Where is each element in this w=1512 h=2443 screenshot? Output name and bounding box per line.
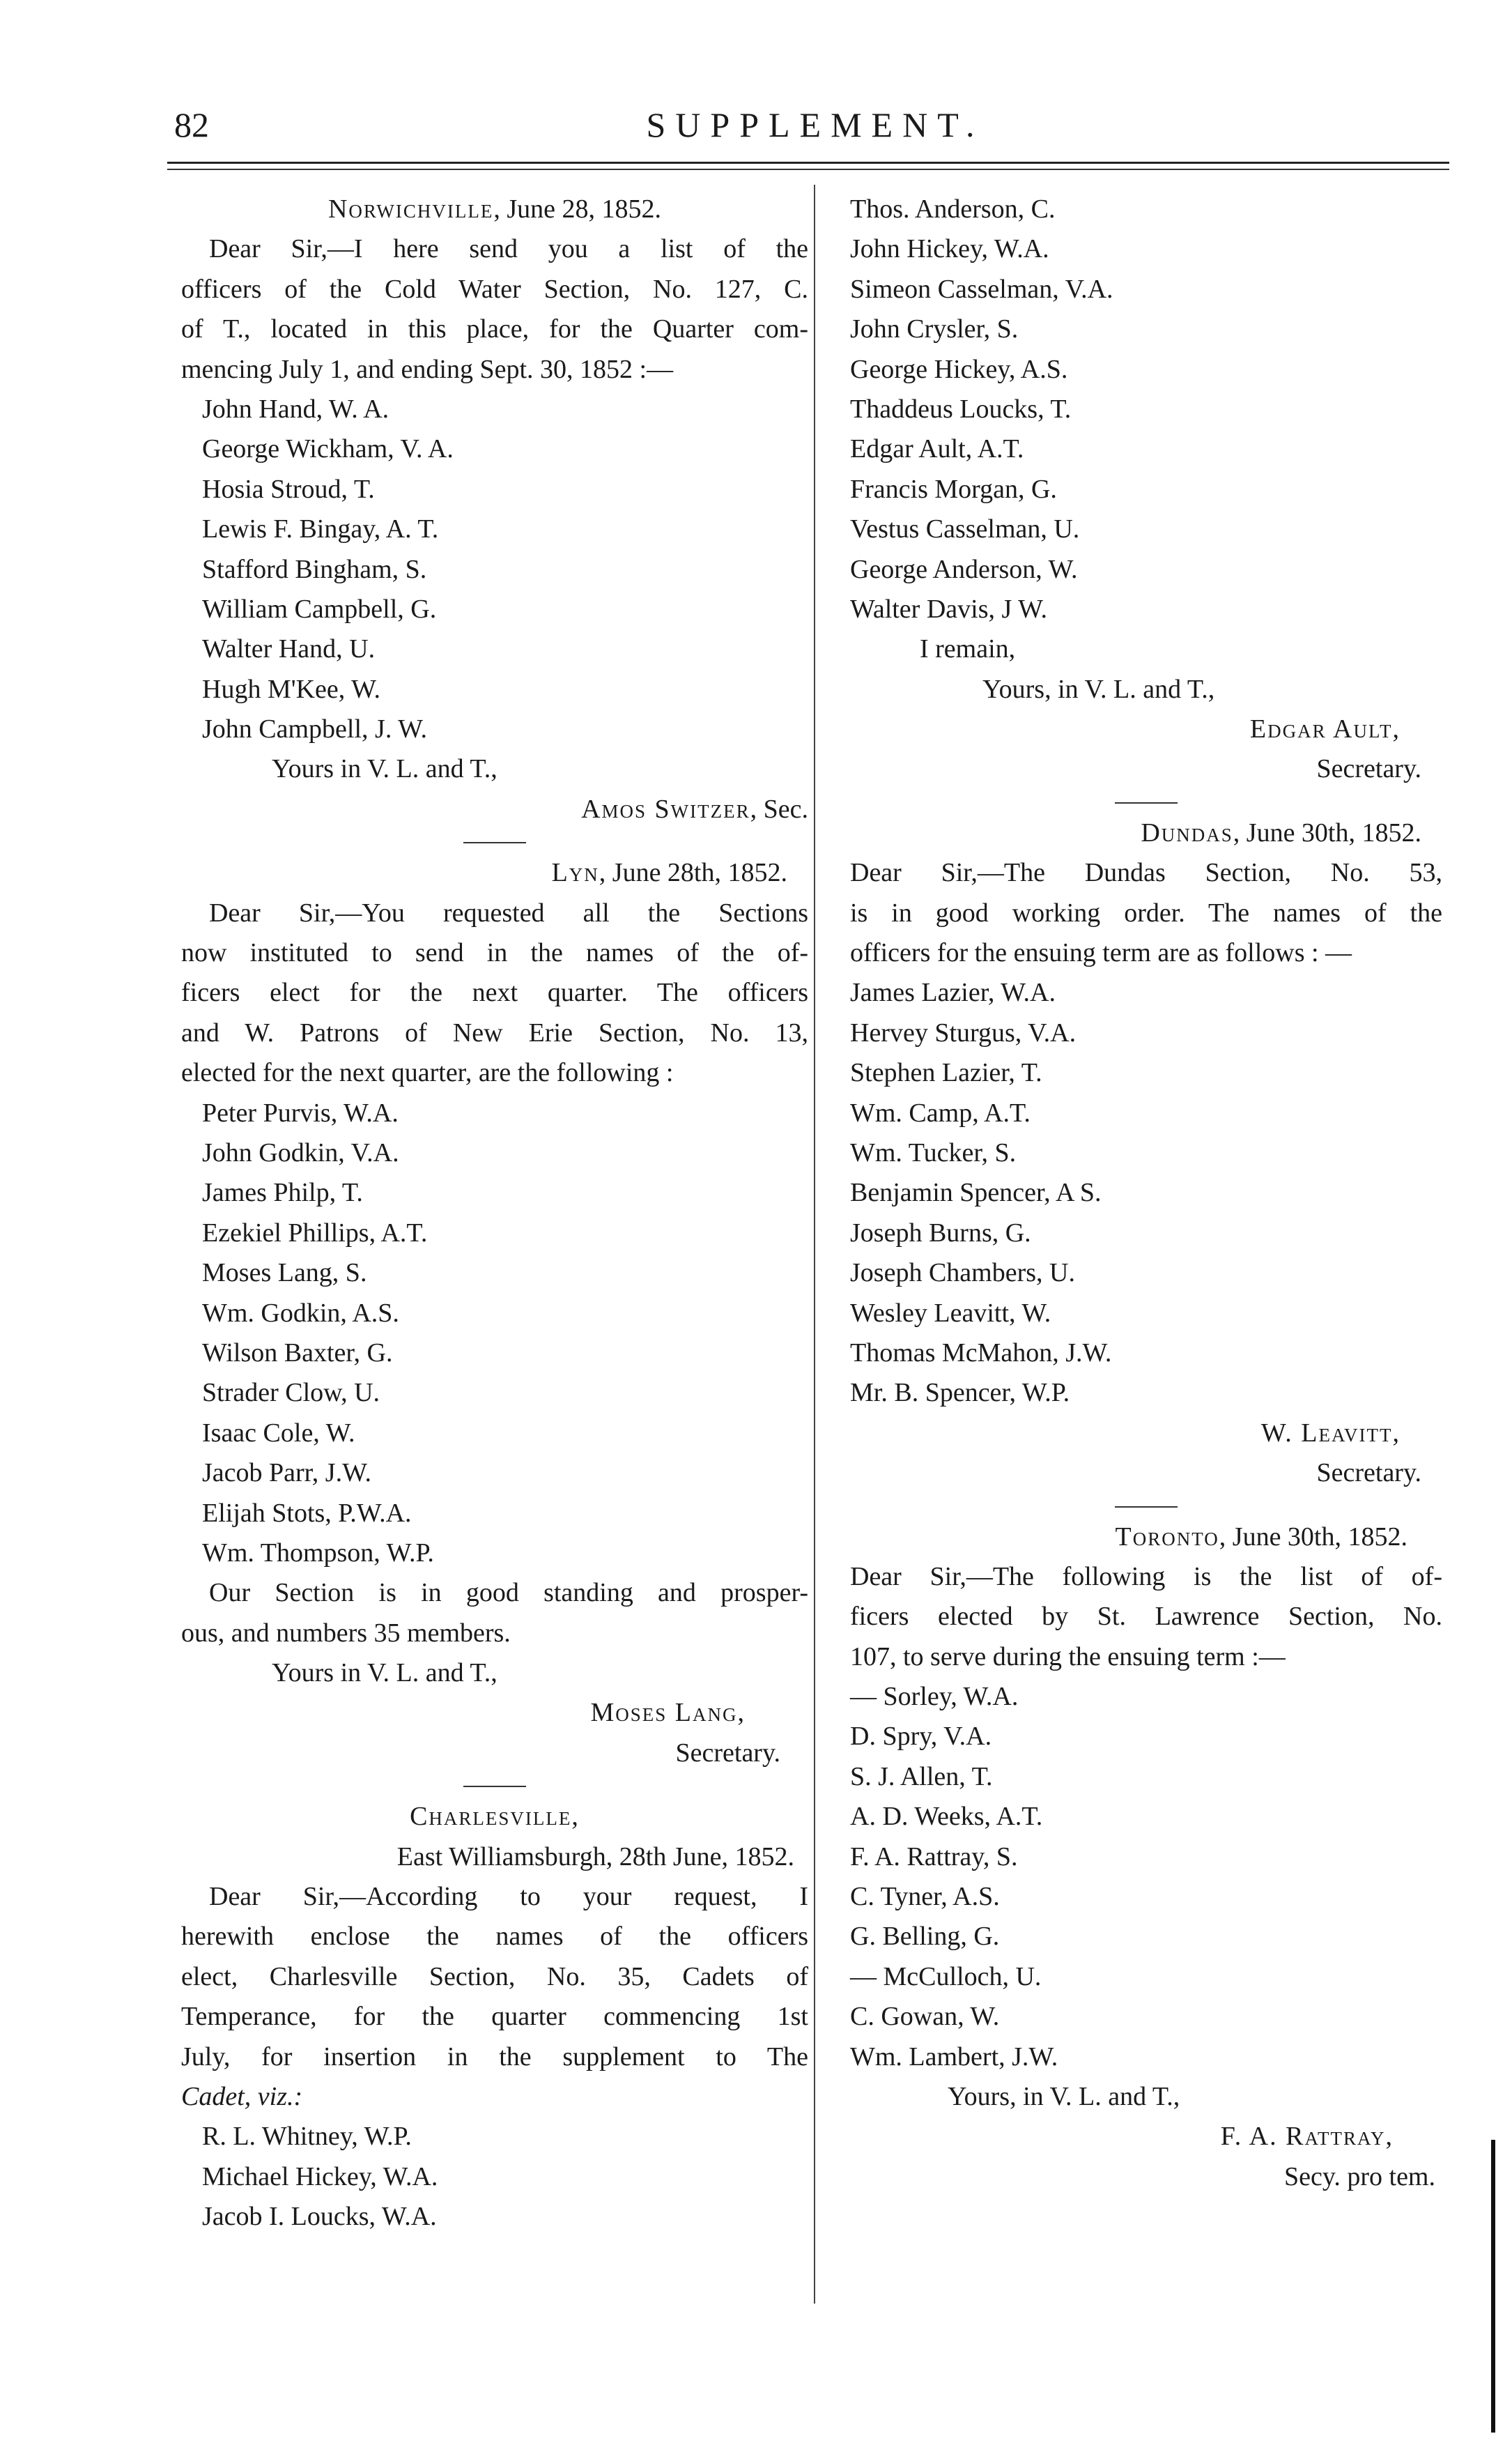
- officer-name: Edgar Ault, A.T.: [850, 434, 1024, 464]
- letter-closing: Yours in V. L. and T.,: [272, 754, 497, 784]
- letter-closing: I remain,: [920, 634, 1016, 664]
- letter-closing: Yours in V. L. and T.,: [272, 1658, 497, 1688]
- officer-name: Wesley Leavitt, W.: [850, 1298, 1051, 1328]
- officer-name: Stafford Bingham, S.: [202, 554, 427, 584]
- officer-name: C. Gowan, W.: [850, 2002, 1000, 2032]
- letter-body-line: Dear Sir,—The following is the list of of-: [850, 1561, 1442, 1591]
- letter-signature-title: Secy. pro tem.: [1283, 2161, 1435, 2191]
- officer-name: Ezekiel Phillips, A.T.: [202, 1218, 428, 1248]
- letter-body-line: officers of the Cold Water Section, No. 127, C.: [181, 274, 808, 304]
- letter-body-line: now instituted to send in the names of the of-: [181, 938, 808, 968]
- letter-signature: F. A. Rattray,: [1220, 2122, 1394, 2152]
- dateline-east-williamsburgh: East Williamsburgh, 28th June, 1852.: [396, 1841, 794, 1871]
- officer-name: William Campbell, G.: [202, 594, 437, 624]
- header-rule: [167, 162, 1449, 164]
- letter-body-line: mencing July 1, and ending Sept. 30, 1852 :—: [181, 354, 674, 384]
- dateline-dundas: Dundas, June 30th, 1852.: [1141, 818, 1421, 848]
- officer-name: Wm. Godkin, A.S.: [202, 1298, 399, 1328]
- officer-name: Jacob Parr, J.W.: [202, 1458, 371, 1488]
- letter-body-line: 107, to serve during the ensuing term :—: [850, 1641, 1286, 1671]
- right-column: [850, 190, 1442, 2197]
- officer-name: Joseph Burns, G.: [850, 1218, 1031, 1248]
- letter-body-line: Dear Sir,—I here send you a list of the: [209, 234, 808, 264]
- officer-name: Wm. Thompson, W.P.: [202, 1538, 434, 1568]
- officer-name: Thaddeus Loucks, T.: [850, 394, 1072, 424]
- dateline-lyn: Lyn, June 28th, 1852.: [551, 858, 787, 888]
- letter-body-line: ficers elect for the next quarter. The officers: [181, 978, 808, 1008]
- section-divider: [1115, 802, 1178, 804]
- officer-name: R. L. Whitney, W.P.: [202, 2122, 412, 2152]
- letter-body-line: elected for the next quarter, are the following :: [181, 1058, 674, 1088]
- letter-body-line: Our Section is in good standing and prosper-: [209, 1578, 808, 1608]
- letter-body-line: herewith enclose the names of the officers: [181, 1922, 808, 1952]
- letter-body-line: Cadet, viz.:: [181, 2081, 303, 2111]
- letter-body-line: and W. Patrons of New Erie Section, No. 13,: [181, 1018, 808, 1048]
- section-divider: [1115, 1506, 1178, 1508]
- officer-name: James Philp, T.: [202, 1178, 363, 1208]
- officer-name: George Wickham, V. A.: [202, 434, 454, 464]
- officer-name: Thomas McMahon, J.W.: [850, 1338, 1112, 1368]
- officer-name: Hosia Stroud, T.: [202, 474, 375, 504]
- letter-body-line: is in good working order. The names of the: [850, 898, 1442, 928]
- officer-name: Stephen Lazier, T.: [850, 1058, 1042, 1088]
- letter-body-line: elect, Charlesville Section, No. 35, Cadets of: [181, 1961, 808, 1991]
- officer-name: Francis Morgan, G.: [850, 474, 1057, 504]
- officer-name: Elijah Stots, P.W.A.: [202, 1498, 412, 1528]
- officer-name: G. Belling, G.: [850, 1922, 1000, 1952]
- letter-closing: Yours, in V. L. and T.,: [948, 2081, 1180, 2111]
- officer-name: John Crysler, S.: [850, 314, 1019, 344]
- letter-closing: Yours, in V. L. and T.,: [982, 674, 1215, 704]
- section-divider: [463, 842, 526, 843]
- officer-name: Peter Purvis, W.A.: [202, 1098, 399, 1128]
- letter-signature-title: Secretary.: [1316, 754, 1421, 784]
- officer-name: Joseph Chambers, U.: [850, 1258, 1075, 1288]
- officer-name: Hervey Sturgus, V.A.: [850, 1018, 1077, 1048]
- letter-signature: Amos Switzer, Sec.: [581, 794, 808, 824]
- letter-body-line: of T., located in this place, for the Quarter com-: [181, 314, 808, 344]
- officer-name: D. Spry, V.A.: [850, 1722, 992, 1752]
- letter-body-line: ficers elected by St. Lawrence Section, No.: [850, 1602, 1442, 1632]
- section-divider: [463, 1786, 526, 1787]
- officer-name: Vestus Casselman, U.: [850, 514, 1080, 544]
- officer-name: Benjamin Spencer, A S.: [850, 1178, 1102, 1208]
- page-number: 82: [174, 105, 209, 144]
- officer-name: Lewis F. Bingay, A. T.: [202, 514, 439, 544]
- letter-body-line: Dear Sir,—You requested all the Sections: [209, 898, 808, 928]
- officer-name: John Hand, W. A.: [202, 394, 389, 424]
- officer-name: — McCulloch, U.: [850, 1961, 1042, 1991]
- letter-signature: Edgar Ault,: [1249, 714, 1401, 744]
- dateline-norwichville: Norwichville, June 28, 1852.: [327, 194, 662, 224]
- page-header: [167, 105, 1463, 153]
- letter-body-line: Temperance, for the quarter commencing 1st: [181, 2002, 808, 2032]
- dateline-toronto: Toronto, June 30th, 1852.: [1115, 1522, 1407, 1552]
- officer-name: Michael Hickey, W.A.: [202, 2161, 438, 2191]
- letter-signature-title: Secretary.: [1316, 1458, 1421, 1488]
- officer-name: A. D. Weeks, A.T.: [850, 1802, 1043, 1832]
- officer-name: John Godkin, V.A.: [202, 1138, 399, 1167]
- left-column: [181, 190, 808, 2237]
- place-charlesville: Charlesville,: [410, 1802, 580, 1832]
- officer-name: Jacob I. Loucks, W.A.: [202, 2202, 437, 2232]
- officer-name: James Lazier, W.A.: [850, 978, 1056, 1008]
- header-rule-thin: [167, 169, 1449, 170]
- officer-name: George Anderson, W.: [850, 554, 1078, 584]
- letter-body-line: Dear Sir,—According to your request, I: [209, 1882, 808, 1912]
- officer-name: Wm. Tucker, S.: [850, 1138, 1017, 1167]
- letter-signature: W. Leavitt,: [1260, 1418, 1401, 1448]
- scan-edge-mark: [1491, 2140, 1495, 2433]
- officer-name: S. J. Allen, T.: [850, 1761, 993, 1791]
- officer-name: Moses Lang, S.: [202, 1258, 367, 1288]
- officer-name: John Campbell, J. W.: [202, 714, 428, 744]
- letter-body-line: Dear Sir,—The Dundas Section, No. 53,: [850, 858, 1442, 888]
- officer-name: John Hickey, W.A.: [850, 234, 1049, 264]
- letter-body-line: officers for the ensuing term are as follows : —: [850, 938, 1352, 968]
- officer-name: Wilson Baxter, G.: [202, 1338, 393, 1368]
- officer-name: Mr. B. Spencer, W.P.: [850, 1378, 1070, 1408]
- letter-body-line: July, for insertion in the supplement to The: [181, 2042, 808, 2071]
- running-title: SUPPLEMENT.: [646, 105, 985, 144]
- officer-name: Simeon Casselman, V.A.: [850, 274, 1113, 304]
- letter-signature-title: Secretary.: [675, 1738, 780, 1768]
- officer-name: Walter Davis, J W.: [850, 594, 1047, 624]
- letter-body-line: ous, and numbers 35 members.: [181, 1618, 511, 1648]
- letter-signature: Moses Lang,: [590, 1698, 746, 1728]
- officer-name: Isaac Cole, W.: [202, 1418, 355, 1448]
- officer-name: Wm. Lambert, J.W.: [850, 2042, 1058, 2071]
- officer-name: — Sorley, W.A.: [850, 1682, 1019, 1712]
- officer-name: Thos. Anderson, C.: [850, 194, 1056, 224]
- officer-name: Wm. Camp, A.T.: [850, 1098, 1031, 1128]
- officer-name: George Hickey, A.S.: [850, 354, 1068, 384]
- officer-name: Hugh M'Kee, W.: [202, 674, 380, 704]
- column-divider: [814, 185, 815, 2304]
- officer-name: F. A. Rattray, S.: [850, 1841, 1018, 1871]
- officer-name: Strader Clow, U.: [202, 1378, 380, 1408]
- officer-name: C. Tyner, A.S.: [850, 1882, 1000, 1912]
- officer-name: Walter Hand, U.: [202, 634, 376, 664]
